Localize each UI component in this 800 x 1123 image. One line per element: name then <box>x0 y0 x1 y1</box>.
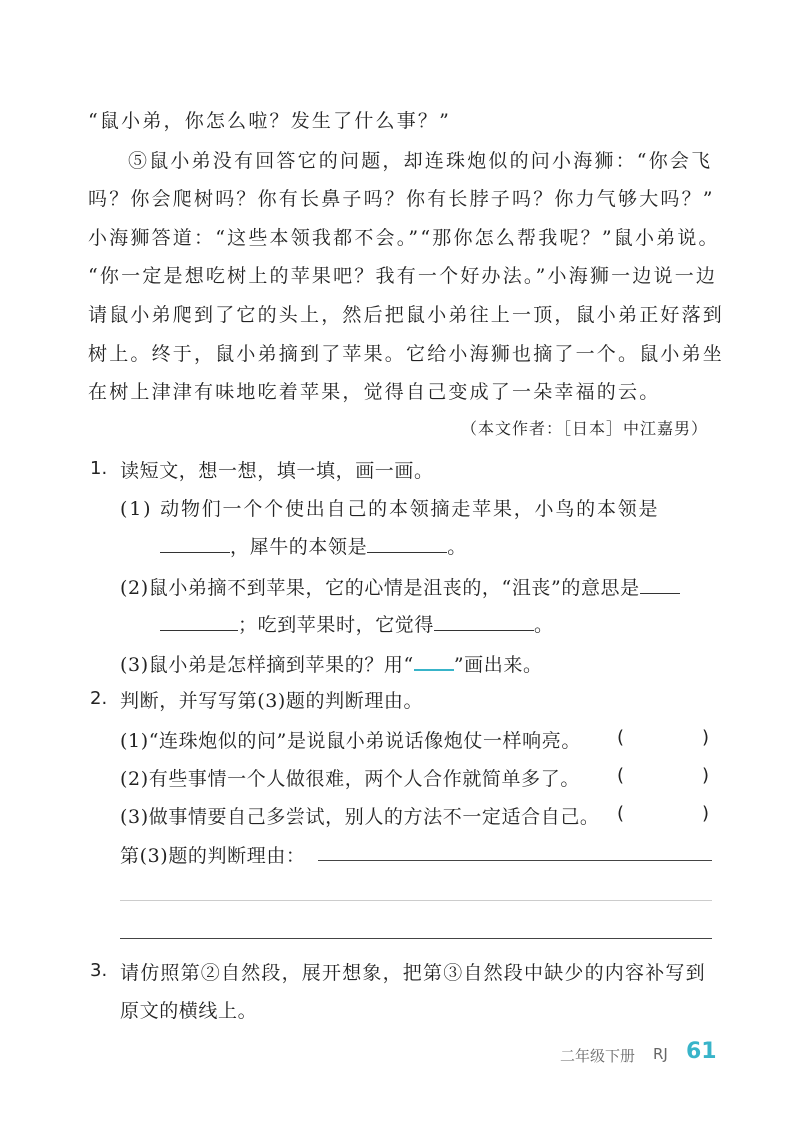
q2-item-2: (2)有些事情一个人做很难，两个人合作就简单多了。 <box>120 768 580 790</box>
passage-line-2: ⑤鼠小弟没有回答它的问题，却连珠炮似的问小海狮：“你会飞 <box>128 150 713 172</box>
reason-answer-line-3[interactable] <box>120 938 712 939</box>
blank-rhino-skill[interactable] <box>367 534 447 553</box>
blank-jusang-meaning[interactable] <box>160 612 238 631</box>
reason-answer-line-2[interactable] <box>120 900 712 901</box>
passage-line-5: “你一定是想吃树上的苹果吧？我有一个好办法。”小海狮一边说一边 <box>88 265 718 287</box>
q1-sub2-line1: (2)鼠小弟摘不到苹果，它的心情是沮丧的，“沮丧”的意思是 <box>120 573 680 600</box>
q2-item-3-paren-open[interactable]: ( <box>617 803 625 824</box>
author-credit: （本文作者：［日本］中江嘉男） <box>460 419 708 438</box>
reason-answer-line-1[interactable] <box>318 860 712 861</box>
question-3-line-1: 请仿照第②自然段，展开想象，把第③自然段中缺少的内容补写到 <box>120 962 706 984</box>
teal-underline-sample <box>414 653 454 671</box>
q1-sub1-line1: (1) 动物们一个个使出自己的本领摘走苹果，小鸟的本领是 <box>120 498 660 520</box>
q2-item-2-paren-open[interactable]: ( <box>617 765 625 786</box>
blank-jusang-meaning-start[interactable] <box>640 575 680 594</box>
page-number: 61 <box>686 1039 717 1064</box>
passage-line-6: 请鼠小弟爬到了它的头上，然后把鼠小弟往上一顶，鼠小弟正好落到 <box>88 304 725 326</box>
q2-item-1: (1)“连珠炮似的问”是说鼠小弟说话像炮仗一样响亮。 <box>120 730 581 752</box>
q2-reason-label: 第(3)题的判断理由： <box>120 845 306 867</box>
question-1-number: 1. <box>90 458 108 479</box>
q2-item-1-paren-open[interactable]: ( <box>617 727 625 748</box>
blank-bird-skill[interactable] <box>160 534 230 553</box>
question-2-title: 判断，并写写第(3)题的判断理由。 <box>120 690 424 712</box>
footer-grade: 二年级下册 <box>560 1047 636 1065</box>
question-2-number: 2. <box>90 688 108 709</box>
q2-item-2-paren-close[interactable]: ) <box>702 765 710 786</box>
question-3-line-2: 原文的横线上。 <box>120 1000 258 1022</box>
passage-line-8: 在树上津津有味地吃着苹果，觉得自己变成了一朵幸福的云。 <box>88 381 661 403</box>
q2-item-3-paren-close[interactable]: ) <box>702 803 710 824</box>
passage-line-3: 吗？你会爬树吗？你有长鼻子吗？你有长脖子吗？你力气够大吗？” <box>88 188 715 210</box>
q2-item-3: (3)做事情要自己多尝试，别人的方法不一定适合自己。 <box>120 806 600 828</box>
q1-sub2-line2: ；吃到苹果时，它觉得 。 <box>160 610 554 637</box>
passage-line-4: 小海狮答道：“这些本领我都不会。”“那你怎么帮我呢？”鼠小弟说。 <box>88 227 720 249</box>
passage-line-1: “鼠小弟，你怎么啦？发生了什么事？” <box>88 110 452 132</box>
q1-sub3: (3)鼠小弟是怎样摘到苹果的？用“ ”画出来。 <box>120 654 543 676</box>
question-1-title: 读短文，想一想，填一填，画一画。 <box>120 460 434 482</box>
blank-feeling[interactable] <box>434 612 534 631</box>
question-3-number: 3. <box>90 960 108 981</box>
passage-line-7: 树上。终于，鼠小弟摘到了苹果。它给小海狮也摘了一个。鼠小弟坐 <box>88 343 725 365</box>
q2-item-1-paren-close[interactable]: ) <box>702 727 710 748</box>
footer-edition: RJ <box>653 1045 668 1063</box>
q1-sub1-line2: ，犀牛的本领是 。 <box>160 532 467 559</box>
